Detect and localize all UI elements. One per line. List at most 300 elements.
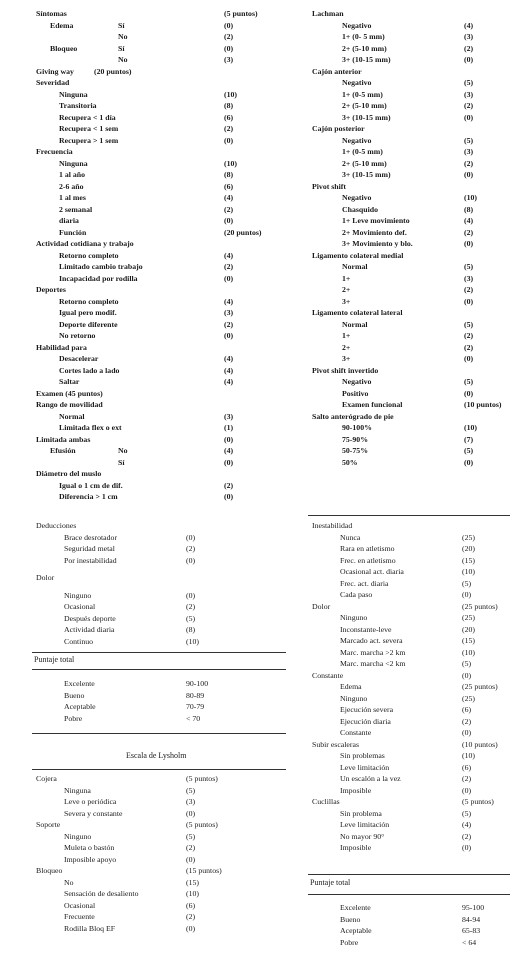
top-left-column [36, 8, 286, 503]
row-label: Ninguno [64, 590, 92, 600]
row-label: Actividad diaria [64, 625, 115, 634]
row-label: Sin problema [340, 808, 382, 818]
entry-row [36, 411, 286, 423]
row-label: Desacelerar [59, 354, 99, 363]
row-value: (0) [464, 112, 474, 122]
entry-row [312, 925, 512, 937]
row-value: (5) [464, 262, 474, 271]
row-label: 3+ Movimiento y blo. [342, 239, 413, 248]
row-label: Muleta o bastón [64, 843, 115, 852]
entry-row [36, 923, 286, 935]
entry-row [36, 204, 286, 216]
entry-row [312, 353, 512, 365]
row-value: (0) [462, 843, 472, 852]
entry-row [312, 842, 512, 854]
row-label: Soporte [36, 820, 61, 829]
row-value: (0) [462, 670, 472, 680]
row-label: 75-90% [342, 434, 368, 444]
entry-row [312, 457, 512, 469]
row-label: Ejecución diaria [340, 716, 391, 726]
row-label: Excelente [340, 903, 371, 912]
row-label: Salto anterógrado de pie [312, 411, 394, 421]
row-value: (2) [464, 227, 474, 237]
divider-rule [308, 515, 510, 516]
entry-row [312, 388, 512, 400]
row-label: Retorno completo [59, 250, 119, 260]
row-label: 1+ (0-5 mm) [342, 147, 383, 156]
entry-row [312, 77, 512, 89]
row-value: (0) [224, 331, 234, 340]
row-label: Negativo [342, 377, 372, 386]
row-label: Normal [59, 411, 85, 421]
row-value: (3) [464, 147, 474, 156]
row-value: (2) [224, 262, 234, 271]
row-value: (0) [224, 216, 234, 225]
row-label: Recupera < 1 día [59, 112, 116, 122]
row-value: (2) [186, 912, 196, 921]
row-value: (10) [462, 647, 475, 657]
row-value: (3) [186, 797, 196, 806]
row-label: Deporte diferente [59, 319, 118, 329]
row-label: Lachman [312, 9, 344, 18]
entry-row [36, 520, 286, 532]
row-value: (15) [186, 877, 199, 887]
row-label: Aceptable [64, 702, 96, 711]
row-value: (10) [462, 567, 475, 576]
row-value: (5 puntos) [186, 774, 218, 783]
row-label: Seguridad metal [64, 544, 115, 553]
row-label: Pivot shift invertido [312, 365, 379, 375]
entry-row [312, 635, 512, 647]
entry-row [312, 624, 512, 636]
row-label: 3+ (10-15 mm) [342, 170, 391, 179]
row-label: Función [59, 227, 87, 237]
row-value: (2) [462, 716, 472, 726]
row-label: Sí [118, 43, 125, 53]
row-value: (0) [186, 532, 196, 542]
row-label: Transitoria [59, 101, 97, 110]
row-label: Dolor [36, 573, 55, 582]
entry-row [36, 158, 286, 170]
row-label: Pivot shift [312, 181, 347, 191]
entry-row [312, 647, 512, 659]
row-value: (4) [462, 820, 472, 829]
row-label: Cada paso [340, 590, 373, 599]
row-label: No mayor 90° [340, 831, 385, 841]
row-label: Frec. en atletismo [340, 555, 396, 565]
row-group-label: Bloqueo [50, 43, 78, 53]
row-label: Frecuencia [36, 147, 73, 156]
row-value: (0) [464, 239, 474, 248]
row-label: 2+ (5-10 mm) [342, 158, 387, 168]
entry-row [312, 215, 512, 227]
entry-row [36, 146, 286, 158]
row-value: < 70 [186, 713, 201, 723]
row-label: 2+ [342, 285, 351, 294]
entry-row [312, 238, 512, 250]
row-value: (20 puntos) [94, 66, 132, 76]
row-value: (0) [462, 590, 472, 599]
row-label: Severa y constante [64, 808, 123, 818]
row-value: (8) [186, 625, 196, 634]
row-label: Síntomas [36, 9, 67, 18]
row-value: (25 puntos) [462, 601, 498, 611]
entry-row [312, 342, 512, 354]
row-value: (10 puntos) [464, 400, 502, 409]
row-label: 90-100% [342, 423, 372, 432]
entry-row [312, 543, 512, 555]
row-value: (0) [224, 273, 234, 283]
row-label: Rodilla Bloq EF [64, 923, 116, 933]
row-label: 3+ (10-15 mm) [342, 112, 391, 122]
row-label: Saltar [59, 377, 80, 386]
row-value: (1) [224, 423, 234, 432]
row-value: 84-94 [462, 914, 481, 924]
entry-row [36, 773, 286, 785]
entry-row [36, 66, 286, 78]
row-value: (4) [224, 296, 234, 306]
row-value: (6) [224, 181, 234, 191]
row-label: Subir escaleras [312, 739, 359, 749]
row-label: Normal [342, 262, 368, 271]
entry-row [36, 353, 286, 365]
row-value: (4) [224, 377, 234, 386]
entry-row [36, 480, 286, 492]
row-label: 50-75% [342, 446, 368, 455]
row-label: Leve o periódica [64, 797, 117, 806]
entry-row [312, 716, 512, 728]
entry-row [36, 388, 286, 400]
row-value: (0) [186, 590, 196, 600]
entry-row [36, 135, 286, 147]
row-label: Diámetro del muslo [36, 469, 102, 478]
entry-row [312, 727, 512, 739]
row-value: (2) [186, 843, 196, 852]
entry-row [36, 590, 286, 602]
row-label: 3+ (10-15 mm) [342, 55, 391, 64]
row-label: 2 semanal [59, 204, 93, 214]
row-value: 65-83 [462, 926, 481, 935]
entry-row [312, 250, 512, 262]
row-value: (6) [462, 705, 472, 714]
row-value: < 64 [462, 937, 477, 947]
row-value: (4) [224, 365, 234, 375]
row-label: Actividad cotidiana y trabajo [36, 239, 134, 248]
entry-row [36, 636, 286, 648]
row-label: 1 al año [59, 170, 85, 179]
entry-row [36, 624, 286, 636]
entry-row [36, 613, 286, 625]
row-value: (10) [462, 751, 475, 760]
row-value: (10) [186, 889, 199, 898]
row-label: 1+ [342, 273, 351, 283]
entry-row [312, 146, 512, 158]
row-value: (0) [464, 388, 474, 398]
entry-row [36, 601, 286, 613]
row-label: 2+ (5-10 mm) [342, 101, 387, 110]
row-value: 90-100 [186, 679, 209, 688]
entry-row [312, 43, 512, 55]
row-value: (2) [224, 124, 234, 133]
entry-row [36, 701, 286, 713]
total-right-table [312, 902, 512, 948]
row-label: Ocasional [64, 900, 96, 910]
row-label: Negativo [342, 78, 372, 87]
row-label: Negativo [342, 20, 372, 30]
entry-row [36, 192, 286, 204]
row-label: Igual pero modif. [59, 308, 117, 317]
row-label: Dolor [312, 601, 331, 611]
entry-row [312, 589, 512, 601]
entry-row [36, 422, 286, 434]
row-value: (5) [464, 377, 474, 386]
row-label: Ligamento colateral medial [312, 250, 404, 260]
row-value: (20 puntos) [224, 227, 262, 237]
row-value: (2) [186, 544, 196, 553]
row-value: (15) [462, 636, 475, 645]
row-label: 1+ (0-5 mm) [342, 89, 383, 99]
row-value: (5) [462, 808, 472, 818]
row-label: Habilidad para [36, 342, 87, 352]
row-value: (8) [224, 170, 234, 179]
row-value: (5 puntos) [462, 797, 494, 806]
row-label: Constante [340, 728, 372, 737]
entry-row [312, 555, 512, 567]
row-value: (0) [186, 923, 196, 933]
row-value: (0) [186, 555, 196, 565]
divider-rule [32, 769, 286, 770]
row-label: Severidad [36, 78, 70, 87]
row-value: (15) [462, 555, 475, 565]
entry-row [36, 678, 286, 690]
row-label: No [118, 446, 128, 455]
deducciones-dolor-column [36, 520, 286, 647]
entry-row [312, 8, 512, 20]
row-label: Deportes [36, 285, 66, 294]
row-value: (10) [464, 193, 477, 202]
row-value: (5) [462, 578, 472, 588]
row-value: (4) [224, 250, 234, 260]
row-label: Limitado cambio trabajo [59, 262, 143, 271]
entry-row [312, 762, 512, 774]
row-value: (4) [224, 354, 234, 363]
entry-row [36, 112, 286, 124]
entry-row [36, 842, 286, 854]
row-label: Ninguna [64, 785, 91, 795]
row-label: Sí [118, 20, 125, 30]
row-value: (0) [224, 457, 234, 467]
row-value: (5) [464, 78, 474, 87]
entry-row [36, 831, 286, 843]
row-label: Frecuente [64, 912, 95, 921]
row-value: (0) [186, 854, 196, 864]
entry-row [312, 566, 512, 578]
entry-row [312, 227, 512, 239]
row-label: Ocasional [64, 602, 96, 611]
row-value: (2) [464, 158, 474, 168]
entry-row [36, 365, 286, 377]
row-value: (3) [464, 32, 474, 41]
row-value: (2) [224, 319, 234, 329]
row-value: (2) [462, 831, 472, 841]
divider-rule [32, 652, 286, 653]
row-label: Ninguna [59, 89, 88, 99]
row-value: 70-79 [186, 702, 205, 711]
row-label: Giving way [36, 66, 74, 76]
entry-row [36, 572, 286, 584]
row-label: Constante [312, 670, 344, 680]
row-value: (25) [462, 693, 475, 703]
row-group-label: Efusión [50, 446, 76, 455]
row-label: Aceptable [340, 926, 372, 935]
row-value: (2) [464, 331, 474, 340]
row-label: Sí [118, 457, 125, 467]
row-value: (5) [464, 135, 474, 145]
entry-row [312, 273, 512, 285]
row-label: Rara en atletismo [340, 544, 395, 553]
row-label: Diferencia > 1 cm [59, 492, 118, 501]
row-label: Sensación de desaliento [64, 889, 139, 898]
row-value: 80-89 [186, 690, 205, 700]
entry-row [312, 612, 512, 624]
entry-row [36, 250, 286, 262]
row-value: (2) [464, 285, 474, 294]
row-value: (5) [464, 446, 474, 455]
row-value: (5) [462, 659, 472, 668]
row-label: Limitada flex o ext [59, 423, 122, 432]
row-label: Un escalón a la vez [340, 774, 401, 783]
row-label: Bueno [340, 914, 361, 924]
row-value: (0) [464, 170, 474, 179]
entry-row [36, 284, 286, 296]
row-value: (5) [464, 319, 474, 329]
row-label: Bloqueo [36, 866, 63, 875]
row-value: (10) [224, 158, 237, 168]
entry-row [312, 54, 512, 66]
row-label: Normal [342, 319, 368, 329]
row-value: (10) [186, 636, 199, 646]
row-label: Negativo [342, 193, 372, 202]
row-label: 1+ [342, 331, 351, 340]
lysholm-right-column [312, 520, 512, 854]
row-value: (20) [462, 544, 475, 553]
row-value: 95-100 [462, 903, 485, 912]
entry-row [36, 123, 286, 135]
row-value: (5 puntos) [224, 9, 258, 18]
row-value: (6) [186, 900, 196, 910]
entry-row [312, 158, 512, 170]
row-value: (2) [224, 204, 234, 214]
entry-row [312, 578, 512, 590]
entry-row [312, 785, 512, 797]
row-label: diaria [59, 216, 79, 225]
entry-row [36, 877, 286, 889]
row-label: Deducciones [36, 521, 77, 530]
entry-row [36, 89, 286, 101]
entry-row [312, 100, 512, 112]
row-label: Frec. act. diaria [340, 578, 389, 588]
row-value: (5 puntos) [186, 820, 218, 829]
total-left-table [36, 678, 286, 724]
entry-row [36, 31, 286, 43]
row-value: (2) [464, 101, 474, 110]
entry-row [36, 457, 286, 469]
entry-row [312, 819, 512, 831]
row-label: Excelente [64, 679, 95, 688]
lysholm-title: Escala de Lysholm [126, 751, 187, 760]
entry-row [36, 865, 286, 877]
row-label: Cojera [36, 774, 57, 783]
row-label: Inconstante-leve [340, 624, 392, 634]
row-label: Edema [340, 682, 362, 691]
entry-row [36, 8, 286, 20]
entry-row [312, 704, 512, 716]
entry-row [312, 937, 512, 949]
entry-row [36, 808, 286, 820]
entry-row [312, 773, 512, 785]
entry-row [36, 445, 286, 457]
entry-row [312, 434, 512, 446]
row-value: (0) [224, 492, 234, 501]
entry-row [312, 914, 512, 926]
row-label: Marc. marcha >2 km [340, 647, 406, 657]
row-label: No [64, 877, 74, 887]
row-label: No [118, 55, 128, 64]
row-label: Examen funcional [342, 400, 403, 409]
row-value: (0) [464, 457, 474, 467]
row-value: (15 puntos) [186, 866, 222, 875]
lysholm-left-column [36, 773, 286, 934]
row-value: (0) [462, 785, 472, 795]
row-value: (5) [186, 613, 196, 623]
entry-row [312, 20, 512, 32]
row-value: (0) [186, 808, 196, 818]
entry-row [36, 273, 286, 285]
entry-row [312, 169, 512, 181]
row-label: Examen (45 puntos) [36, 388, 103, 398]
entry-row [312, 31, 512, 43]
row-label: Ninguno [340, 613, 368, 622]
entry-row [36, 54, 286, 66]
row-value: (0) [464, 296, 474, 306]
entry-row [36, 215, 286, 227]
row-value: (10) [464, 423, 477, 432]
row-label: Ninguno [64, 831, 92, 841]
divider-rule [32, 669, 286, 670]
entry-row [312, 399, 512, 411]
row-value: (4) [224, 446, 234, 455]
row-label: Positivo [342, 388, 369, 398]
entry-row [36, 888, 286, 900]
row-value: (6) [462, 762, 472, 772]
entry-row [312, 112, 512, 124]
entry-row [36, 100, 286, 112]
row-label: Marcado act. severa [340, 636, 403, 645]
row-value: (5) [186, 831, 196, 841]
divider-rule [32, 733, 286, 734]
entry-row [312, 284, 512, 296]
entry-row [312, 532, 512, 544]
row-label: Incapacidad por rodilla [59, 273, 138, 283]
row-label: Brace desrotador [64, 532, 118, 542]
row-value: (3) [224, 411, 234, 421]
entry-row [312, 319, 512, 331]
entry-row [312, 192, 512, 204]
entry-row [36, 342, 286, 354]
entry-row [36, 911, 286, 923]
row-value: (0) [464, 55, 474, 64]
row-label: Imposible [340, 843, 372, 852]
